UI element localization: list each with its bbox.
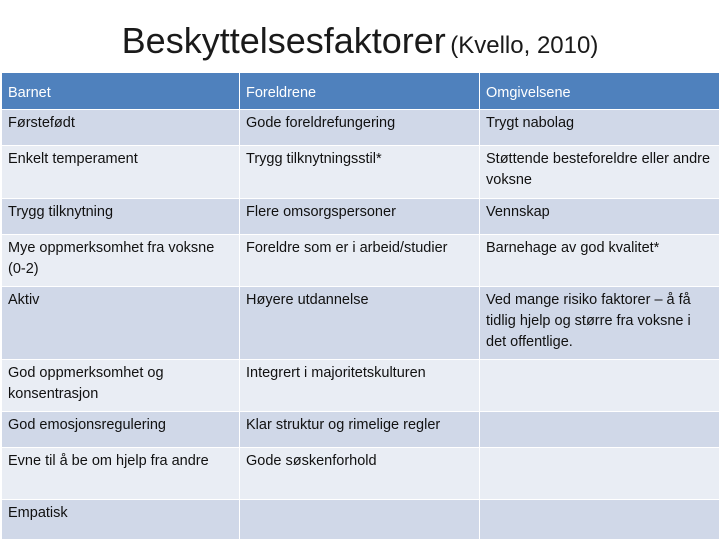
header-barnet: Barnet [2,73,240,110]
table-cell: Mye oppmerksomhet fra voksne (0-2) [2,235,240,287]
table-cell [480,500,720,540]
table-row [2,287,720,360]
protective-factors-table [1,72,720,540]
table-row [2,199,720,235]
table-cell: Gode søskenforhold [240,448,480,500]
header-omgivelsene: Omgivelsene [480,73,720,110]
table-header-row [2,73,720,110]
table-row [2,235,720,287]
table-cell: Foreldre som er i arbeid/studier [240,235,480,287]
table-row [2,412,720,448]
table-cell: Trygt nabolag [480,110,720,146]
table-cell: Aktiv [2,287,240,360]
table-cell: God oppmerksomhet og konsentrasjon [2,360,240,412]
table-cell: Flere omsorgspersoner [240,199,480,235]
table-cell [480,412,720,448]
table-row [2,360,720,412]
table-cell: Klar struktur og rimelige regler [240,412,480,448]
table-row [2,110,720,146]
table-cell: Barnehage av god kvalitet* [480,235,720,287]
title-main: Beskyttelsesfaktorer [121,20,446,61]
table-cell: Høyere utdannelse [240,287,480,360]
table-cell: Støttende besteforeldre eller andre voksne [480,146,720,199]
table-cell: Førstefødt [2,110,240,146]
title-citation: (Kvello, 2010) [450,32,599,59]
table-cell: Empatisk [2,500,240,540]
table-cell: Evne til å be om hjelp fra andre [2,448,240,500]
table-cell: Integrert i majoritetskulturen [240,360,480,412]
table-cell: Enkelt temperament [2,146,240,199]
table-cell: Vennskap [480,199,720,235]
table-cell: Trygg tilknytningsstil* [240,146,480,199]
table-cell [240,500,480,540]
header-foreldrene: Foreldrene [240,73,480,110]
table-cell: God emosjonsregulering [2,412,240,448]
table-cell [480,448,720,500]
table-row [2,500,720,540]
table-row [2,146,720,199]
slide-title [0,20,720,62]
table-row [2,448,720,500]
table-cell: Ved mange risiko faktorer – å få tidlig hjelp og større fra voksne i det offentlige. [480,287,720,360]
table-cell: Gode foreldrefungering [240,110,480,146]
table-cell [480,360,720,412]
table-cell: Trygg tilknytning [2,199,240,235]
